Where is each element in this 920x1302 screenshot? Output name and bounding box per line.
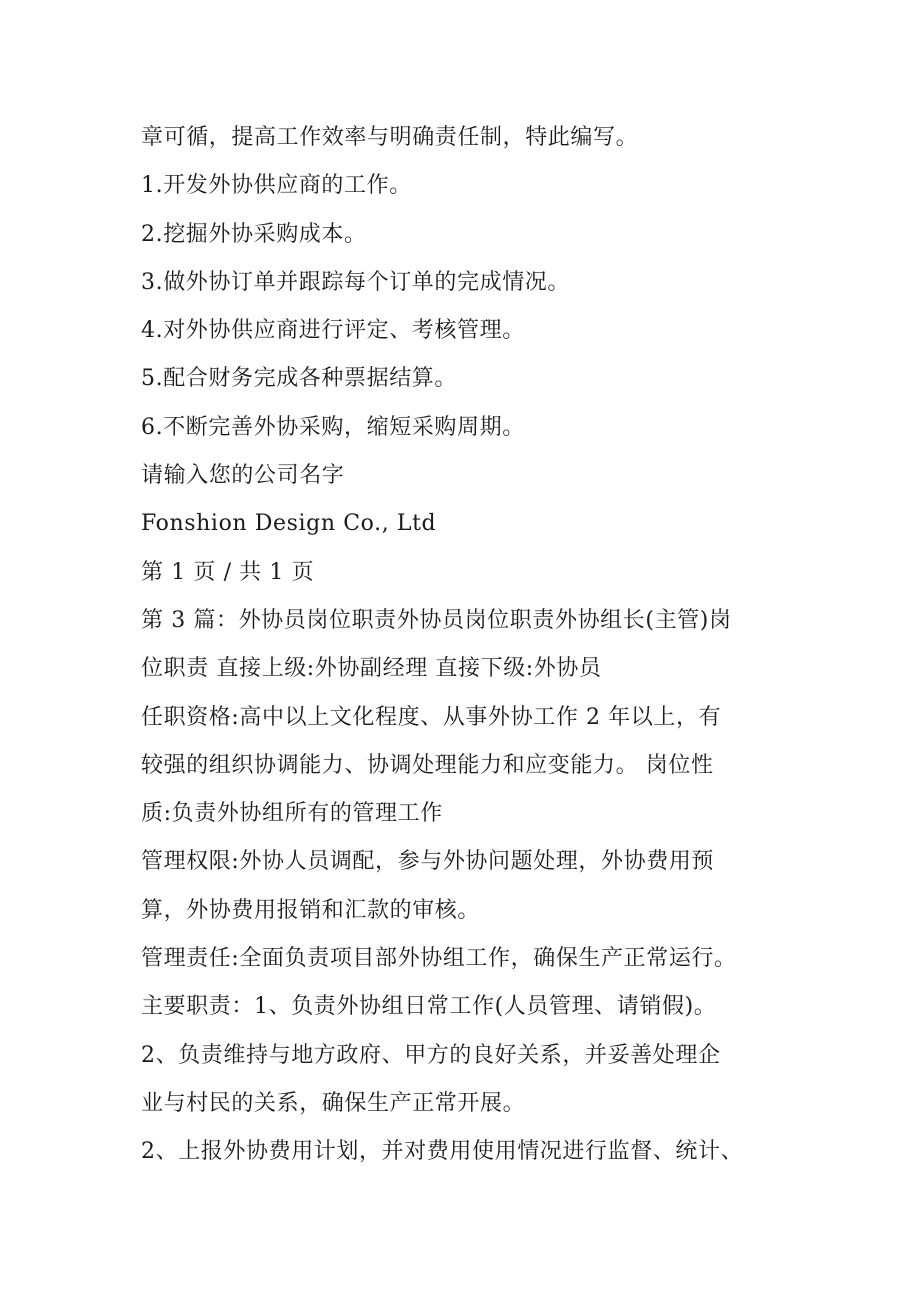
list-item: 3.做外协订单并跟踪每个订单的完成情况。 bbox=[141, 269, 570, 295]
list-item: 6.不断完善外协采购，缩短采购周期。 bbox=[141, 414, 525, 440]
text-line: 较强的组织协调能力、协调处理能力和应变能力。 岗位性 bbox=[141, 752, 714, 778]
text-line: 位职责 直接上级:外协副经理 直接下级:外协员 bbox=[141, 656, 602, 682]
company-name-placeholder: 请输入您的公司名字 bbox=[141, 463, 345, 489]
list-item: 1.开发外协供应商的工作。 bbox=[141, 173, 412, 199]
text-line: 质:负责外协组所有的管理工作 bbox=[141, 801, 443, 827]
text-line: 算，外协费用报销和汇款的审核。 bbox=[141, 897, 481, 923]
document-body bbox=[141, 114, 801, 1177]
text-line: 管理权限:外协人员调配，参与外协问题处理，外协费用预 bbox=[141, 849, 715, 875]
text-line: 2、上报外协费用计划，并对费用使用情况进行监督、统计、 bbox=[141, 1139, 744, 1165]
text-line: 2、负责维持与地方政府、甲方的良好关系，并妥善处理企 bbox=[141, 1042, 721, 1068]
text-line: 任职资格:高中以上文化程度、从事外协工作 2 年以上，有 bbox=[141, 704, 722, 730]
list-item: 5.配合财务完成各种票据结算。 bbox=[141, 366, 457, 392]
page-indicator: 第 1 页 / 共 1 页 bbox=[141, 559, 315, 585]
text-line: 主要职责：1、负责外协组日常工作(人员管理、请销假)。 bbox=[141, 994, 717, 1020]
text-line: 业与村民的关系，确保生产正常开展。 bbox=[141, 1090, 526, 1116]
list-item: 2.挖掘外协采购成本。 bbox=[141, 221, 367, 247]
text-line: 管理责任:全面负责项目部外协组工作，确保生产正常运行。 bbox=[141, 946, 737, 972]
section-heading: 第 3 篇：外协员岗位职责外协员岗位职责外协组长(主管)岗 bbox=[141, 607, 732, 633]
list-item: 4.对外协供应商进行评定、考核管理。 bbox=[141, 318, 525, 344]
text-line: 章可循，提高工作效率与明确责任制，特此编写。 bbox=[141, 125, 639, 150]
company-name: Fonshion Design Co., Ltd bbox=[141, 511, 437, 537]
